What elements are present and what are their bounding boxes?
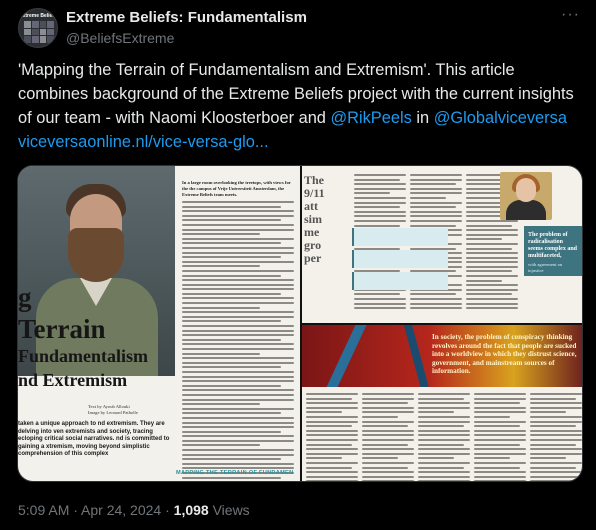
author-handle[interactable]: @BeliefsExtreme	[66, 30, 175, 46]
artwork-image	[302, 325, 583, 387]
mention-globalviceversa[interactable]: @Globalviceversa	[433, 109, 567, 127]
tweet-meta	[18, 502, 250, 518]
pull-quote: The problem of radicalisation seems complex and multifaceted,	[528, 232, 577, 259]
tweet-url-link[interactable]: viceversaonline.nl/vice-versa-glo...	[18, 133, 269, 151]
byline-image: Image by Leonard Patholle	[88, 410, 138, 415]
quote-line: per	[304, 251, 322, 265]
page-footer: MAPPING THE TERRAIN OF FUNDAMEN	[176, 470, 294, 476]
quote-line: att	[304, 199, 318, 213]
quote-line: The	[304, 173, 325, 187]
article-lead: In a large room overlooking the treetops, with views for the the campus of Vrije Universiteit Amsterdam, the Extreme Beliefs team meets.	[182, 180, 291, 197]
title-line2: Terrain	[18, 314, 106, 344]
avatar-label: Extreme Beliefs	[19, 13, 57, 19]
tweet-text-part1: 'Mapping the Terrain of Fundamentalism and Extremism'. This article combines background of the Extreme Beliefs project with the current insights of our team - with Naomi Kloosterboer and	[18, 61, 574, 127]
tweet-timestamp[interactable]: 5:09 AM · Apr 24, 2024 ·	[18, 502, 174, 518]
avatar-image	[24, 21, 54, 43]
article-intro: taken a unique approach to nd extremism. They are delving into ven extremists and society, tracing ecloping critical social narratives. nd is committed to gaining a xtremism, moving beyond simplistic comprehension of this complex	[18, 421, 170, 458]
quote-line: 9/11	[304, 186, 325, 200]
more-options-icon[interactable]: ···	[561, 6, 580, 23]
avatar[interactable]	[18, 8, 58, 48]
portrait-photo	[18, 166, 175, 376]
title-line3: Fundamentalism	[18, 346, 149, 366]
byline-text: Text by Ayoub Allouki	[88, 404, 130, 409]
quote-line: gro	[304, 238, 322, 252]
article-lead-column	[182, 180, 294, 482]
portrait-photo-small	[500, 172, 552, 220]
pull-quote-sub: with agreement on injustice	[528, 262, 563, 273]
tweet-text-part2: in	[411, 109, 434, 127]
magazine-page-left	[18, 166, 300, 482]
views-count: 1,098	[173, 502, 209, 518]
art-caption: In society, the problem of conspiracy thinking revolves around the fact that people are sucked into a worldview in which they distrust science, government, and mainstream sources of information.	[432, 333, 577, 376]
sidebar-boxes	[352, 228, 448, 294]
tweet-media-image[interactable]	[17, 165, 583, 482]
article-byline	[88, 404, 138, 416]
pull-quote-box	[524, 226, 582, 276]
views-label: Views	[208, 502, 250, 518]
quote-line: me	[304, 225, 320, 239]
author-display-name[interactable]: Extreme Beliefs: Fundamentalism	[66, 9, 307, 26]
quote-line: sim	[304, 212, 322, 226]
title-line1: g	[18, 282, 32, 312]
title-line4: nd Extremism	[18, 370, 128, 390]
mention-rikpeels[interactable]: @RikPeels	[330, 109, 412, 127]
tweet-text	[18, 58, 584, 154]
magazine-page-bottom-right	[302, 325, 583, 482]
large-quote	[304, 174, 350, 314]
